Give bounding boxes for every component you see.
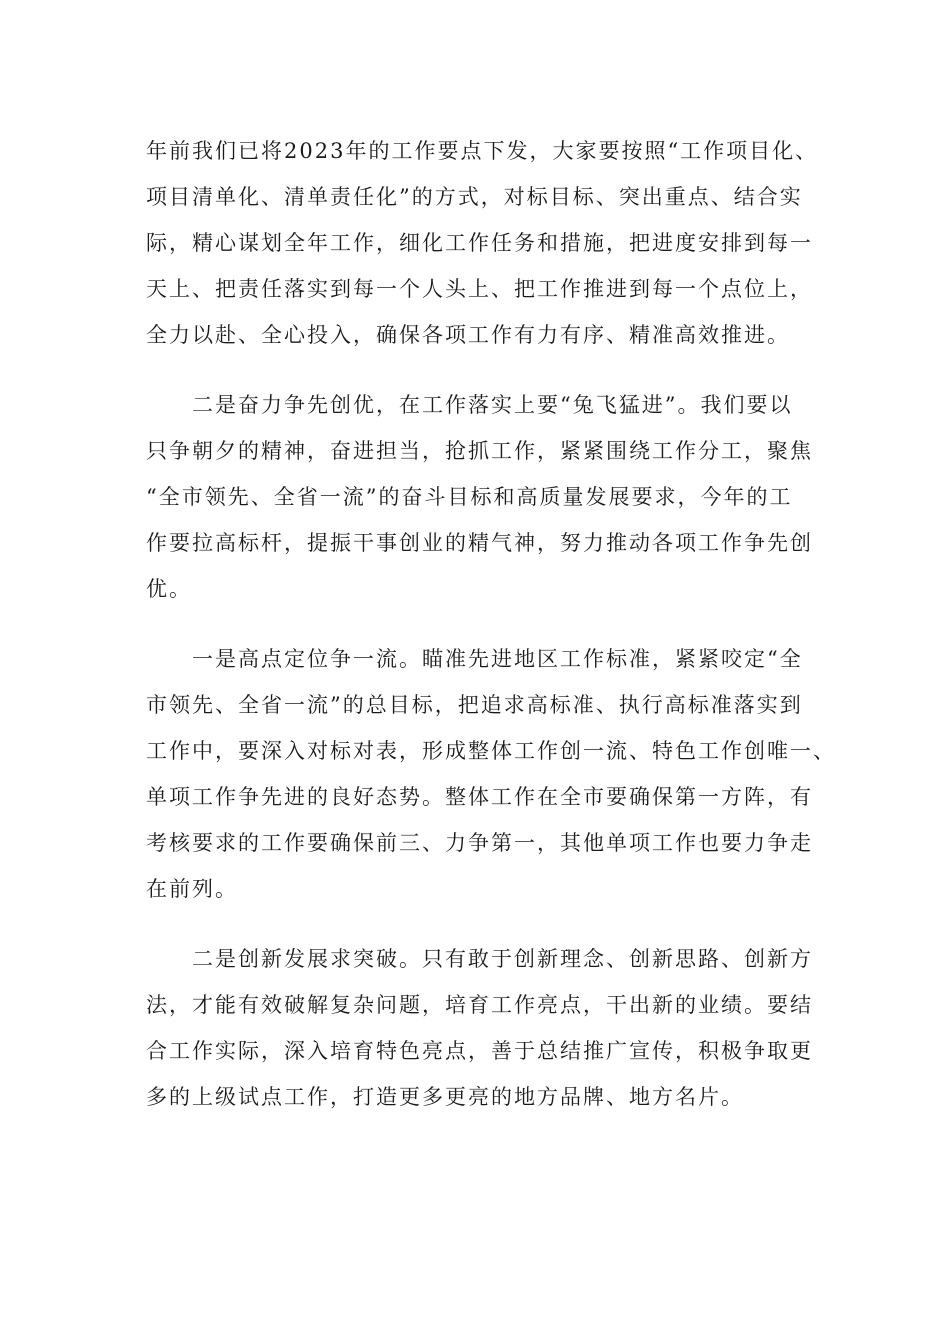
paragraph-3 [146,636,836,912]
text-line: 二是奋力争先创优，在工作落实上要“兔飞猛进”。我们要以 [146,393,793,417]
text-line: 市领先、全省一流”的总目标，把追求高标准、执行高标准落实到 [146,693,803,717]
text-line: “全市领先、全省一流”的奋斗目标和高质量发展要求，今年的工 [146,485,793,509]
text-line: 单项工作争先进的良好态势。整体工作在全市要确保第一方阵，有 [146,785,813,809]
paragraph-gap [146,912,796,936]
text-line: 作要拉高标杆，提振干事创业的精气神，努力推动各项工作争先创 [146,531,813,555]
paragraph-gap [146,358,796,382]
text-line: 工作中，要深入对标对表，形成整体工作创一流、特色工作创唯一、 [146,739,836,763]
document-body [146,128,836,1120]
text-line: 年前我们已将2023年的工作要点下发，大家要按照“工作项目化、 [146,139,819,163]
text-line: 合工作实际，深入培育特色亮点，善于总结推广宣传，积极争取更 [146,1039,813,1063]
text-line: 项目清单化、清单责任化”的方式，对标目标、突出重点、结合实 [146,185,803,209]
paragraph-2 [146,382,813,612]
text-line: 只争朝夕的精神，奋进担当，抢抓工作，紧紧围绕工作分工，聚焦 [146,439,813,463]
text-line: 优。 [146,577,192,601]
text-line: 天上、把责任落实到每一个人头上、把工作推进到每一个点位上， [146,277,813,301]
text-line: 在前列。 [146,877,238,901]
paragraph-gap [146,612,796,636]
text-line: 法，才能有效破解复杂问题，培育工作亮点，干出新的业绩。要结 [146,993,813,1017]
paragraph-1 [146,128,819,358]
text-line: 多的上级试点工作，打造更多更亮的地方品牌、地方名片。 [146,1085,744,1109]
paragraph-4 [146,936,813,1120]
text-line: 际，精心谋划全年工作，细化工作任务和措施，把进度安排到每一 [146,231,813,255]
text-line: 二是创新发展求突破。只有敢于创新理念、创新思路、创新方 [146,947,813,971]
text-line: 考核要求的工作要确保前三、力争第一，其他单项工作也要力争走 [146,831,813,855]
text-line: 全力以赴、全心投入，确保各项工作有力有序、精准高效推进。 [146,323,790,347]
text-line: 一是高点定位争一流。瞄准先进地区工作标准，紧紧咬定“全 [146,647,803,671]
